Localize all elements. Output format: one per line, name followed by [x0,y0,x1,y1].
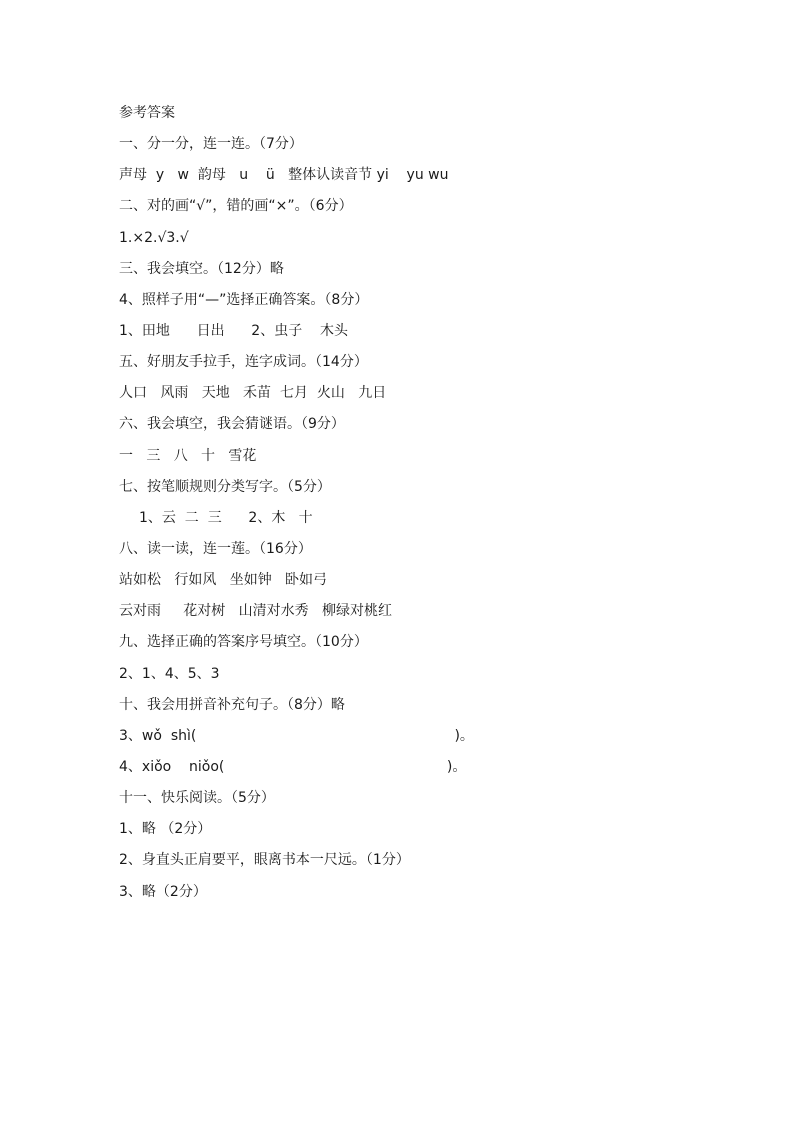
section-2-heading: 二、对的画“√”，错的画“×”。（6分） [119,198,353,214]
section-11-answer-2: 2、身直头正肩要平，眼离书本一尺远。（1分） [119,852,410,868]
section-2-answer: 1.×2.√3.√ [119,230,189,246]
section-8-heading: 八、读一读，连一莲。（16分） [119,541,312,557]
section-8-answer-2: 云对雨 花对树 山清对水秀 柳绿对桃红 [119,603,392,619]
section-5-heading: 五、好朋友手拉手，连字成词。（14分） [119,354,368,370]
section-7-heading: 七、按笔顺规则分类写字。（5分） [119,479,331,495]
section-11-answer-3: 3、略（2分） [119,884,207,900]
section-6-heading: 六、我会填空，我会猜谜语。（9分） [119,416,345,432]
section-11-answer-1: 1、略 （2分） [119,821,212,837]
section-3-heading: 三、我会填空。（12分）略 [119,261,284,277]
section-10-answer-3: 3、wǒ shì( )。 [119,728,474,744]
section-6-answer: 一 三 八 十 雪花 [119,448,257,464]
section-4-heading: 4、照样子用“—”选择正确答案。（8分） [119,292,369,308]
section-7-answer: 1、云 二 三 2、木 十 [139,510,313,526]
answer-key-title: 参考答案 [119,105,175,121]
section-1-answer: 声母 y w 韵母 u ü 整体认读音节 yi yu wu [119,167,449,183]
section-4-answer: 1、田地 日出 2、虫子 木头 [119,323,349,339]
section-5-answer: 人口 风雨 天地 禾苗 七月 火山 九日 [119,385,387,401]
section-10-answer-4: 4、xiǒo niǒo( )。 [119,759,467,775]
section-9-heading: 九、选择正确的答案序号填空。（10分） [119,634,368,650]
section-8-answer-1: 站如松 行如风 坐如钟 卧如弓 [119,572,328,588]
section-11-heading: 十一、快乐阅读。（5分） [119,790,275,806]
section-10-heading: 十、我会用拼音补充句子。（8分）略 [119,697,345,713]
section-1-heading: 一、分一分，连一连。（7分） [119,136,303,152]
section-9-answer: 2、1、4、5、3 [119,666,220,682]
